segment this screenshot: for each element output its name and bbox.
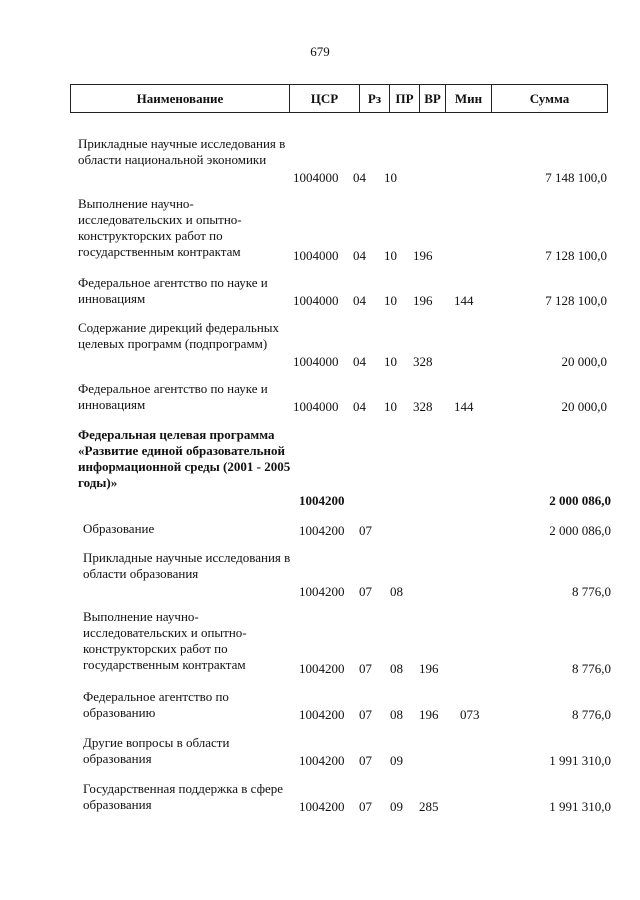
row-name: Прикладные научные исследования в области образования	[83, 550, 291, 581]
row-csr: 1004200	[299, 523, 345, 538]
row-rz: 07	[359, 753, 372, 768]
row-csr: 1004200	[299, 661, 345, 676]
row-pr: 09	[390, 753, 403, 768]
row-pr: 08	[390, 584, 403, 599]
header-name: Наименование	[136, 91, 224, 106]
row-sum: 7 148 100,0	[545, 170, 607, 185]
table-row	[0, 381, 640, 415]
row-rz: 04	[353, 170, 366, 185]
row-sum: 20 000,0	[561, 354, 607, 369]
table-header	[70, 84, 608, 113]
row-pr: 08	[390, 707, 403, 722]
page-number: 679	[310, 44, 330, 59]
row-min: 144	[454, 293, 474, 308]
row-pr: 08	[390, 661, 403, 676]
row-csr: 1004000	[293, 354, 339, 369]
table-row	[0, 275, 640, 309]
row-name: Образование	[83, 521, 155, 536]
row-sum: 1 991 310,0	[549, 799, 611, 814]
header-vr: ВР	[419, 85, 445, 112]
row-sum: 8 776,0	[572, 707, 611, 722]
row-csr: 1004000	[293, 170, 339, 185]
header-csr: ЦСР	[289, 85, 359, 112]
row-sum: 8 776,0	[572, 584, 611, 599]
row-csr: 1004200	[299, 707, 345, 722]
row-csr: 1004000	[293, 248, 339, 263]
row-sum: 8 776,0	[572, 661, 611, 676]
row-rz: 07	[359, 707, 372, 722]
row-vr: 328	[413, 354, 433, 369]
row-rz: 07	[359, 799, 372, 814]
row-rz: 04	[353, 354, 366, 369]
row-pr: 10	[384, 399, 397, 414]
row-name: Федеральная целевая программа «Развитие единой образовательной информационной среды (2001 - 2005 годы)»	[78, 427, 291, 490]
header-rz: Рз	[359, 85, 389, 112]
table-row	[0, 427, 640, 509]
row-csr: 1004200	[299, 753, 345, 768]
row-sum: 1 991 310,0	[549, 753, 611, 768]
row-sum: 20 000,0	[561, 399, 607, 414]
row-sum: 7 128 100,0	[545, 293, 607, 308]
row-name: Содержание дирекций федеральных целевых программ (подпрограмм)	[78, 320, 280, 351]
table-row	[0, 609, 640, 677]
row-name: Другие вопросы в области образования	[83, 735, 230, 766]
row-csr: 1004000	[293, 399, 339, 414]
row-pr: 10	[384, 293, 397, 308]
table-row	[0, 136, 640, 186]
row-vr: 196	[419, 707, 439, 722]
table-row	[0, 521, 640, 539]
row-vr: 328	[413, 399, 433, 414]
row-min: 144	[454, 399, 474, 414]
table-row	[0, 550, 640, 600]
row-pr: 10	[384, 170, 397, 185]
row-pr: 10	[384, 354, 397, 369]
row-name: Выполнение научно-исследовательских и опытно-конструкторских работ по государственным контрактам	[78, 196, 242, 259]
row-pr: 10	[384, 248, 397, 263]
table-row	[0, 320, 640, 370]
row-sum: 2 000 086,0	[549, 523, 611, 538]
row-csr: 1004200	[299, 493, 345, 508]
row-csr: 1004200	[299, 584, 345, 599]
row-rz: 07	[359, 584, 372, 599]
row-name: Федеральное агентство по науке и инновациям	[78, 275, 268, 306]
header-sum: Сумма	[491, 85, 607, 112]
row-rz: 04	[353, 399, 366, 414]
row-vr: 285	[419, 799, 439, 814]
table-row	[0, 196, 640, 264]
row-rz: 07	[359, 523, 372, 538]
row-name: Государственная поддержка в сфере образования	[83, 781, 284, 812]
row-sum: 7 128 100,0	[545, 248, 607, 263]
row-rz: 04	[353, 248, 366, 263]
row-pr: 09	[390, 799, 403, 814]
row-rz: 04	[353, 293, 366, 308]
row-csr: 1004200	[299, 799, 345, 814]
row-rz: 07	[359, 661, 372, 676]
row-name: Федеральное агентство по образованию	[83, 689, 229, 720]
row-name: Выполнение научно-исследовательских и опытно-конструкторских работ по государственным контрактам	[83, 609, 247, 672]
row-vr: 196	[413, 293, 433, 308]
table-row	[0, 781, 640, 815]
table-row	[0, 735, 640, 769]
row-name: Федеральное агентство по науке и инновациям	[78, 381, 268, 412]
header-min: Мин	[445, 85, 491, 112]
row-min: 073	[460, 707, 480, 722]
row-sum: 2 000 086,0	[549, 493, 611, 508]
row-vr: 196	[413, 248, 433, 263]
row-vr: 196	[419, 661, 439, 676]
table-row	[0, 689, 640, 723]
row-name: Прикладные научные исследования в области национальной экономики	[78, 136, 286, 167]
row-csr: 1004000	[293, 293, 339, 308]
header-pr: ПР	[389, 85, 419, 112]
